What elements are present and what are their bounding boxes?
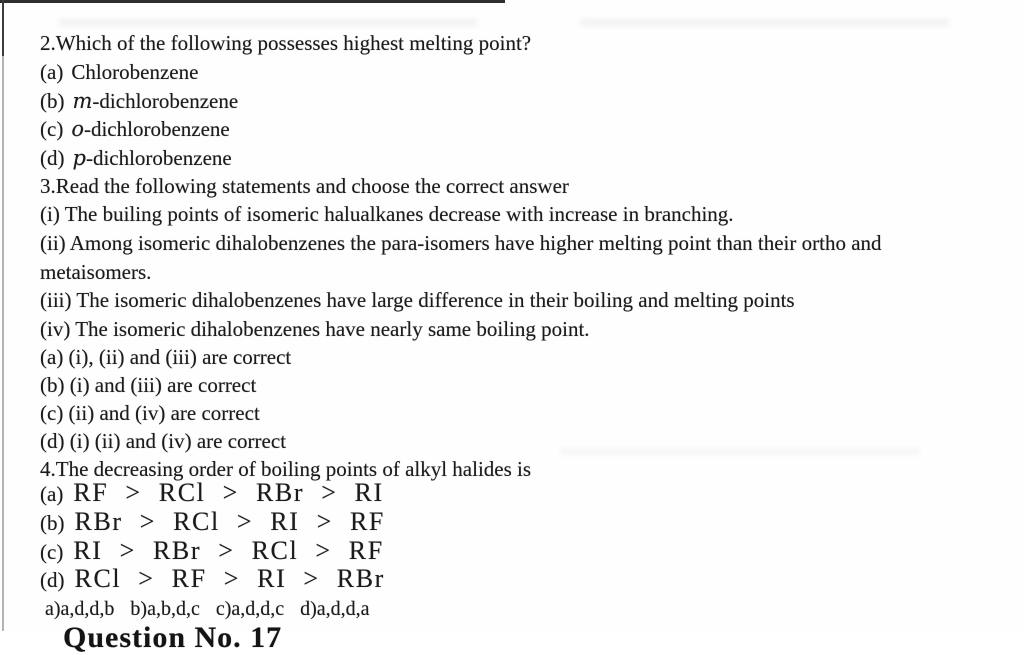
- answer-key-row: [45, 596, 386, 622]
- option-formula: RBr > RCl > RI > RF: [74, 507, 385, 536]
- option-text: -dichlorobenzene: [92, 89, 239, 113]
- question-2-option-d: [40, 145, 232, 171]
- question-3-option-a: (a) (i), (ii) and (iii) are correct: [40, 345, 292, 369]
- option-formula: RCl > RF > RI > RBr: [74, 564, 385, 593]
- option-text: Chlorobenzene: [71, 60, 199, 84]
- option-text: -dichlorobenzene: [85, 146, 232, 170]
- scan-left-border-light: [2, 56, 4, 631]
- option-formula: RI > RBr > RCl > RF: [73, 536, 384, 565]
- question-2-title: 2.Which of the following possesses highest melting point?: [40, 31, 532, 55]
- answer-key-b: b)a,b,d,c: [130, 598, 200, 620]
- question-3-option-d: (d) (i) (ii) and (iv) are correct: [40, 429, 287, 453]
- next-question-heading-cutoff: Question No. 17: [63, 621, 283, 654]
- scan-artifact: [560, 448, 920, 455]
- answer-key-c: c)a,d,d,c: [215, 598, 285, 620]
- scan-left-border-dark: [2, 0, 4, 56]
- question-3-statement-iii: (iii) The isomeric dihalobenzenes have large difference in their boiling and melting points: [40, 288, 795, 312]
- question-2-option-a: [40, 59, 198, 85]
- answer-key-a: a)a,d,d,b: [45, 598, 115, 620]
- option-label: (b): [40, 89, 65, 113]
- question-4-option-b: [40, 509, 385, 536]
- question-2-option-c: [40, 116, 230, 142]
- question-4-title: 4.The decreasing order of boiling points of alkyl halides is: [40, 457, 532, 481]
- option-italic-prefix: p: [72, 146, 86, 170]
- option-label: (b): [40, 511, 65, 535]
- question-2-option-b: [40, 88, 238, 114]
- question-4-option-d: [40, 566, 385, 593]
- option-label: (a): [40, 482, 64, 506]
- question-4-option-c: [40, 538, 384, 565]
- option-italic-prefix: m: [72, 89, 93, 113]
- option-label: (d): [40, 568, 65, 592]
- question-3-title: 3.Read the following statements and choose the correct answer: [40, 174, 569, 198]
- question-3-option-c: (c) (ii) and (iv) are correct: [40, 401, 260, 425]
- option-text: -dichlorobenzene: [83, 117, 230, 141]
- question-3-statement-iv: (iv) The isomeric dihalobenzenes have nearly same boiling point.: [40, 317, 590, 341]
- question-3-statement-i: (i) The builing points of isomeric halualkanes decrease with increase in branching.: [40, 202, 734, 226]
- question-4-option-a: [40, 480, 384, 507]
- option-label: (d): [40, 146, 65, 170]
- question-3-statement-ii-continued: metaisomers.: [40, 260, 152, 284]
- option-formula: RF > RCl > RBr > RI: [73, 478, 384, 507]
- scan-top-border: [0, 0, 505, 3]
- option-label: (a): [40, 60, 64, 84]
- scan-artifact: [58, 18, 478, 27]
- question-3-option-b: (b) (i) and (iii) are correct: [40, 373, 257, 397]
- scan-artifact: [580, 18, 950, 27]
- question-3-statement-ii: (ii) Among isomeric dihalobenzenes the para-isomers have higher melting point than their ortho and: [40, 231, 882, 255]
- option-italic-prefix: o: [71, 117, 84, 141]
- answer-key-d: d)a,d,d,a: [300, 598, 370, 620]
- option-label: (c): [40, 540, 64, 564]
- option-label: (c): [40, 117, 64, 141]
